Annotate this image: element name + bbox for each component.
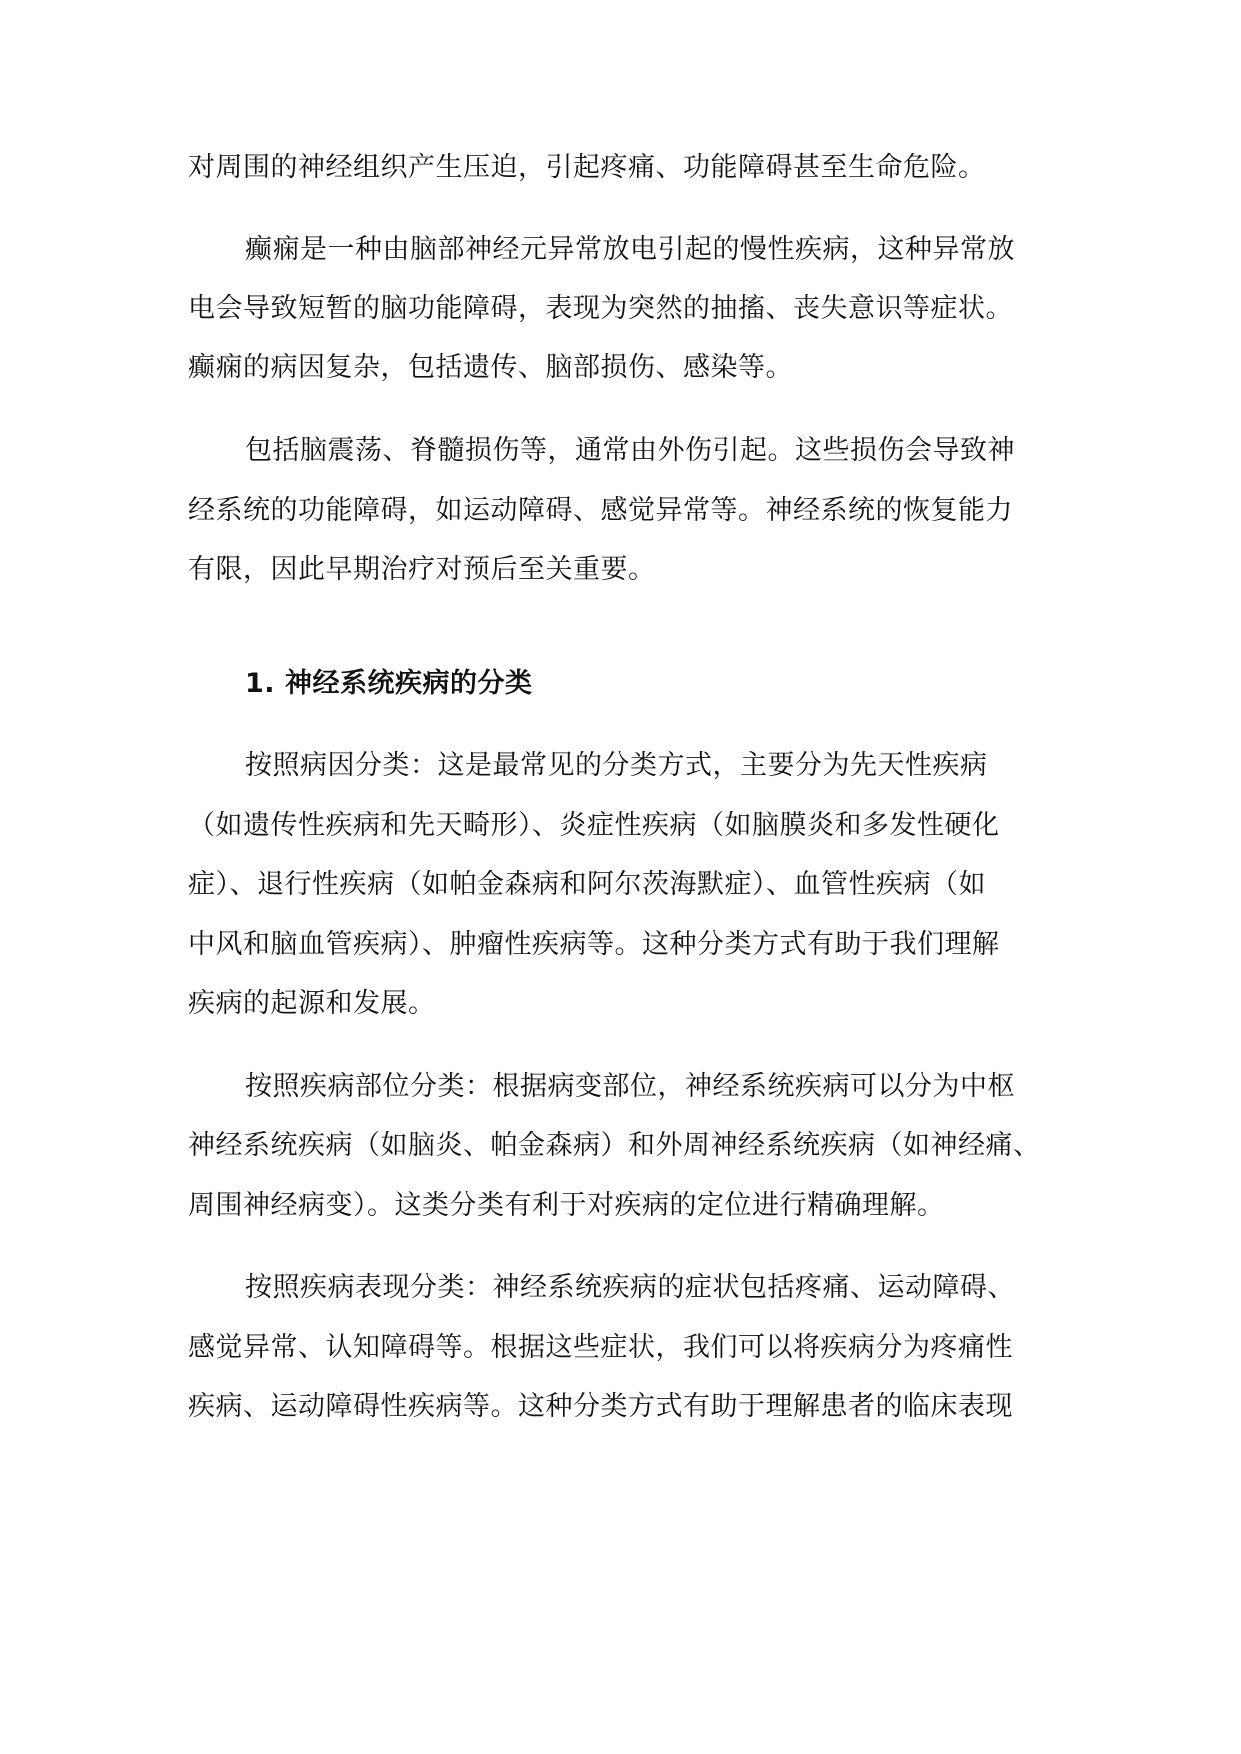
paragraph-line: 按照疾病部位分类：根据病变部位，神经系统疾病可以分为中枢	[245, 1071, 1015, 1102]
paragraph-line: 有限，因此早期治疗对预后至关重要。	[188, 554, 656, 585]
paragraph-line: 按照疾病表现分类：神经系统疾病的症状包括疼痛、运动障碍、	[245, 1272, 1015, 1303]
paragraph-line: 疾病的起源和发展。	[188, 988, 436, 1019]
paragraph-line: 周围神经病变）。这类分类有利于对疾病的定位进行精确理解。	[188, 1190, 945, 1221]
paragraph-line: 感觉异常、认知障碍等。根据这些症状，我们可以将疾病分为疼痛性	[188, 1332, 1013, 1363]
paragraph-line: 中风和脑血管疾病）、肿瘤性疾病等。这种分类方式有助于我们理解	[188, 929, 1000, 960]
paragraph-line: 对周围的神经组织产生压迫，引起疼痛、功能障碍甚至生命危险。	[188, 152, 986, 183]
paragraph-line: 癫痫的病因复杂，包括遗传、脑部损伤、感染等。	[188, 352, 793, 383]
paragraph-line: 症）、退行性疾病（如帕金森病和阿尔茨海默症）、血管性疾病（如	[188, 869, 986, 900]
paragraph-line: 神经系统疾病（如脑炎、帕金森病）和外周神经系统疾病（如神经痛、	[188, 1130, 1041, 1161]
paragraph-line: 按照病因分类：这是最常见的分类方式，主要分为先天性疾病	[245, 750, 988, 781]
section-heading: 1. 神经系统疾病的分类	[245, 668, 533, 699]
paragraph-line: 电会导致短暂的脑功能障碍，表现为突然的抽搐、丧失意识等症状。	[188, 293, 1013, 324]
paragraph-line: 经系统的功能障碍，如运动障碍、感觉异常等。神经系统的恢复能力	[188, 495, 1013, 526]
paragraph-line: 包括脑震荡、脊髓损伤等，通常由外伤引起。这些损伤会导致神	[245, 435, 1015, 466]
paragraph-line: 疾病、运动障碍性疾病等。这种分类方式有助于理解患者的临床表现	[188, 1391, 1013, 1422]
paragraph-line: （如遗传性疾病和先天畸形）、炎症性疾病（如脑膜炎和多发性硬化	[188, 810, 1000, 841]
paragraph-line: 癫痫是一种由脑部神经元异常放电引起的慢性疾病，这种异常放	[245, 234, 1015, 265]
